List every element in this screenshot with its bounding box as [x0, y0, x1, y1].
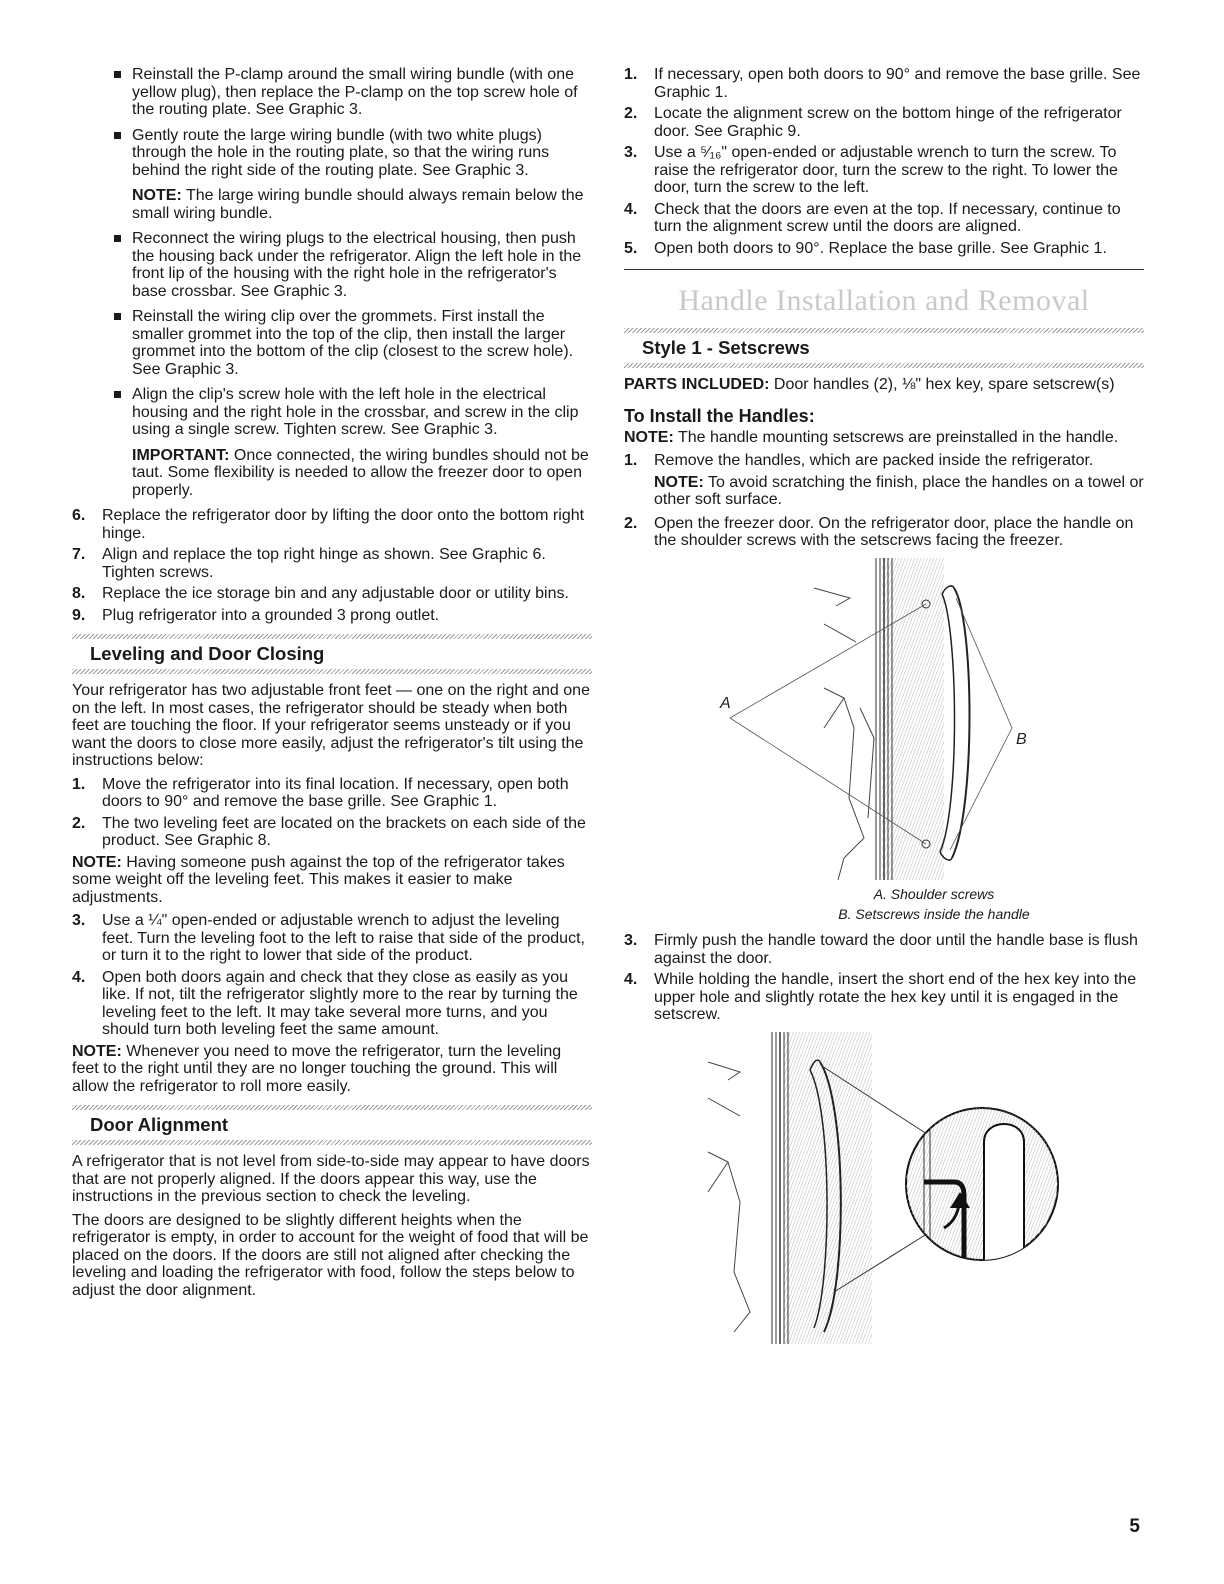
figure-caption: B. Setscrews inside the handle — [838, 906, 1030, 922]
step-item: 4. Check that the doors are even at the top. If necessary, continue to turn the alignment screw until the doors are aligned. — [624, 200, 1121, 235]
door-alignment-paragraph: A refrigerator that is not level from side-to-side may appear to have doors that are not properly aligned. If the doors appear this way, use the instructions in the previous section to check the leveling. — [72, 1153, 590, 1205]
bullet-square-icon — [114, 391, 121, 398]
handle-figure-1 — [624, 558, 1144, 925]
section-title: Leveling and Door Closing — [90, 643, 325, 664]
important-paragraph: IMPORTANT: Once connected, the wiring bundles should not be taut. Some flexibility is needed to allow the freezer door to open properly. — [132, 446, 589, 499]
subsection-title: To Install the Handles: — [624, 405, 815, 426]
step-item: 9. Plug refrigerator into a grounded 3 prong outlet. — [72, 606, 440, 624]
hex-key-illustration — [624, 1032, 1144, 1344]
callout-label-a: A — [720, 694, 731, 712]
step-item: 8. Replace the ice storage bin and any adjustable door or utility bins. — [72, 585, 569, 602]
list-item: Reconnect the wiring plugs to the electrical housing, then push the housing back under the refrigerator. Align the left hole in the front lip of the housing with the right hole in the refrigerator's base crossbar. See Graphic 3. — [72, 230, 592, 300]
note-paragraph: NOTE: The large wiring bundle should always remain below the small wiring bundle. — [132, 187, 584, 222]
handle-illustration — [624, 558, 1144, 880]
list-item: Align the clip's screw hole with the left hole in the electrical housing and the right hole in the crossbar, and screw in the clip using a single screw. Tighten screw. See Graphic 3. — [72, 386, 592, 439]
step-item: 6. Replace the refrigerator door by lifting the door onto the bottom right hinge. — [72, 507, 585, 542]
step-item: 3. Use a ⁵⁄₁₆" open-ended or adjustable wrench to turn the screw. To raise the refrigerator door, turn the screw to the right. To lower the door, turn the screw to the left. — [624, 144, 1118, 196]
step-item: 1. If necessary, open both doors to 90° and remove the base grille. See Graphic 1. — [624, 66, 1141, 101]
step-item: 1. Move the refrigerator into its final location. If necessary, open both doors to 90° and remove the base grille. See Graphic 1. — [72, 775, 569, 810]
bullet-square-icon — [114, 132, 121, 139]
step-item: 3. Firmly push the handle toward the door until the handle base is flush against the door. — [624, 932, 1138, 967]
divider — [624, 269, 1144, 270]
section-header-style1 — [624, 328, 1144, 368]
door-alignment-paragraph: The doors are designed to be slightly different heights when the refrigerator is empty, in order to account for the weight of food that will be placed on the doors. If the doors are still not aligned after checking the leveling and loading the refrigerator with food, follow the steps below to adjust the door alignment. — [72, 1211, 589, 1299]
step-item: 2. The two leveling feet are located on the brackets on each side of the product. See Graphic 8. — [72, 814, 586, 849]
left-column — [72, 66, 592, 1305]
bullet-square-icon — [114, 71, 121, 78]
section-header-leveling — [72, 634, 592, 674]
note-paragraph: NOTE: Having someone push against the top of the refrigerator takes some weight off the leveling feet. This makes it easier to make adjustments. — [72, 853, 565, 906]
note-paragraph: NOTE: Whenever you need to move the refrigerator, turn the leveling feet to the right until they are no longer touching the ground. This will allow the refrigerator to roll more easily. — [72, 1042, 562, 1095]
note-paragraph: NOTE: To avoid scratching the finish, place the handles on a towel or other soft surface. — [654, 473, 1144, 508]
list-item: Gently route the large wiring bundle (with two white plugs) through the hole in the routing plate, so that the wiring runs behind the right side of the routing plate. See Graphic 3. — [72, 127, 592, 180]
callout-label-b: B — [1016, 730, 1027, 748]
step-item: 1. Remove the handles, which are packed inside the refrigerator. — [624, 452, 1094, 469]
step-item: 3. Use a ¼" open-ended or adjustable wrench to adjust the leveling feet. Turn the leveling foot to the left to raise that side of the product, or turn it to the right to lower that side of the product. — [72, 912, 585, 964]
handle-figure-2 — [624, 1032, 1144, 1349]
step-item: 2. Open the freezer door. On the refrigerator door, place the handle on the shoulder screws with the setscrews facing the freezer. — [624, 514, 1134, 549]
step-item: 2. Locate the alignment screw on the bottom hinge of the refrigerator door. See Graphic 9. — [624, 105, 1122, 140]
note-paragraph: NOTE: The handle mounting setscrews are preinstalled in the handle. — [624, 428, 1119, 446]
figure-caption: A. Shoulder screws — [873, 886, 995, 902]
step-item: 7. Align and replace the top right hinge as shown. See Graphic 6. Tighten screws. — [72, 546, 546, 581]
bullet-square-icon — [114, 235, 121, 242]
section-title: Door Alignment — [90, 1114, 229, 1135]
list-item: Reinstall the P-clamp around the small wiring bundle (with one yellow plug), then replace the P-clamp on the top screw hole of the routing plate. See Graphic 3. — [72, 66, 592, 119]
list-item: Reinstall the wiring clip over the grommets. First install the smaller grommet into the top of the clip, then install the larger grommet into the bottom of the clip (closest to the screw hole). See Graphic 3. — [72, 308, 592, 378]
right-column — [624, 66, 1144, 1356]
bullet-square-icon — [114, 313, 121, 320]
step-item: 5. Open both doors to 90°. Replace the base grille. See Graphic 1. — [624, 239, 1107, 257]
section-title: Style 1 - Setscrews — [642, 337, 810, 358]
hatch-rule — [624, 363, 1144, 368]
step-item: 4. Open both doors again and check that they close as easily as you like. If not, tilt the refrigerator slightly more to the rear by turning the leveling feet to the left. It may take several more turns, and you should turn both leveling feet the same amount. — [72, 968, 578, 1038]
chapter-title: Handle Installation and Removal — [678, 284, 1090, 317]
leveling-intro: Your refrigerator has two adjustable front feet — one on the right and one on the left. In most cases, the refrigerator should be steady when both feet are touching the floor. If your refrigerator seems unsteady or if you want the doors to close more easily, adjust the refrigerator's tilt using the instructions below: — [72, 682, 590, 769]
hatch-rule — [72, 669, 592, 674]
section-header-door-alignment — [72, 1105, 592, 1145]
parts-included: PARTS INCLUDED: Door handles (2), ⅛" hex key, spare setscrew(s) — [624, 376, 1115, 393]
hatch-rule — [72, 1140, 592, 1145]
step-item: 4. While holding the handle, insert the short end of the hex key into the upper hole and slightly rotate the hex key until it is engaged in the setscrew. — [624, 971, 1137, 1023]
page-number: 5 — [1129, 1516, 1140, 1537]
